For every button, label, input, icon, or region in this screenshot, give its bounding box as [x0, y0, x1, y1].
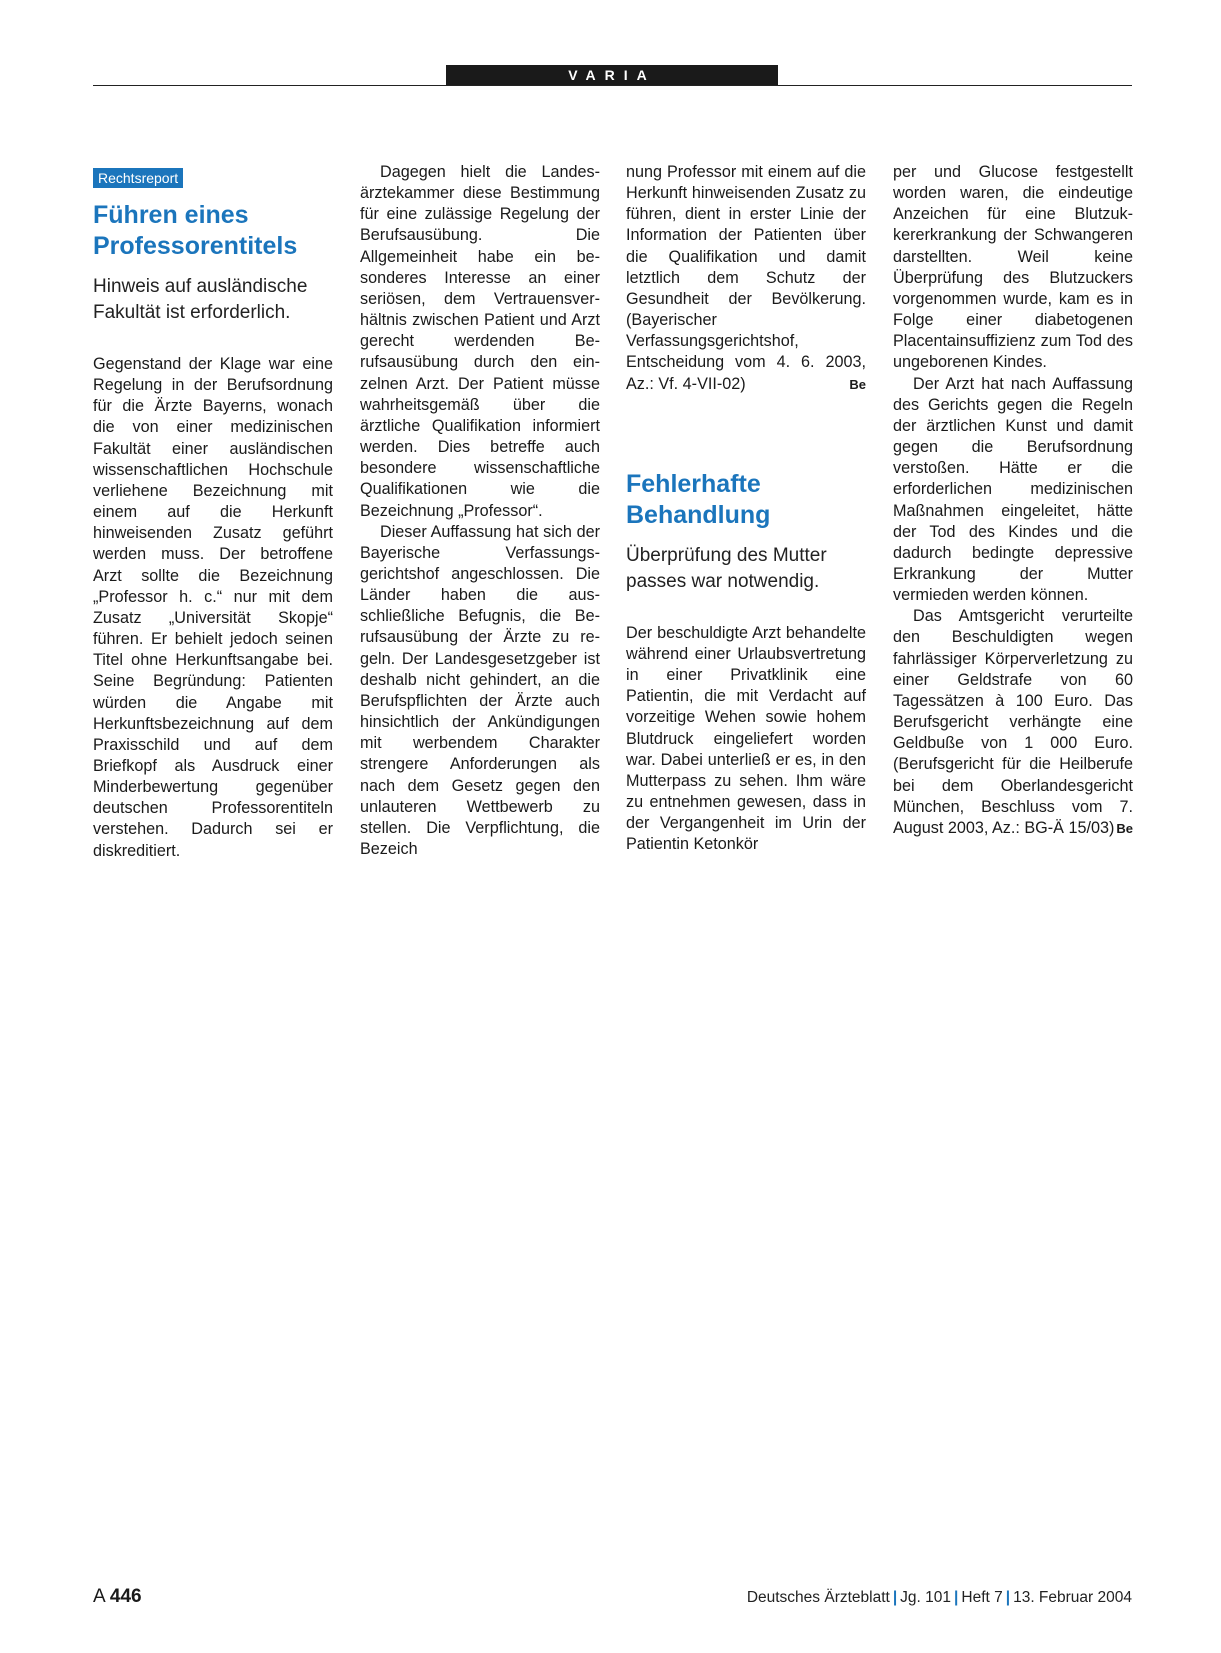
article1-author: Be	[849, 376, 866, 392]
column-2	[360, 162, 600, 860]
article2-paragraph-3: Das Amtsgericht verurteilte den Beschuldigten wegen fahrlässiger Körperverletzung zu einer Geldstrafe von 60 Tagessätzen à 100 Euro. Das Berufsgericht verhängte eine Geldbuße von 1 000 Euro. (Berufsgericht für die Heilberufe bei dem Oberlandesgericht München, Beschluss vom 7. August 2003, Az.: BG-Ä 15/03)	[893, 607, 1133, 837]
rubric-tag: Rechtsreport	[93, 168, 183, 188]
column-4	[893, 162, 1133, 839]
article1-paragraph-1: Gegenstand der Klage war eine Regelung in der Berufsordnung für die Ärzte Bayerns, wonach die von einer medizinischen Fakultät einer ausländischen wissenschaftlichen Hochschule verliehene Bezeichnung mit einem auf die Herkunft hinweisenden Zusatz geführt werden muss. Der betroffene Arzt sollte die Bezeichnung „Professor h. c.“ nur mit dem Zusatz „Universität Skopje“ führen. Er behielt jedoch seinen Titel ohne Herkunftsangabe bei. Seine Begründung: Patienten würden die Angabe mit Herkunftsbezeichnung auf dem Praxisschild und auf dem Briefkopf als Ausdruck einer Minderbewertung gegenüber deutschen Professorentiteln verstehen. Dadurch sei er diskreditiert.	[93, 355, 333, 860]
article1-paragraph-3: Dieser Auffassung hat sich der Bayerische Verfassungsgerichtshof angeschlossen. Die Länder haben die ausschließliche Befugnis, die Berufsausübung der Ärzte zu regeln. Der Landesgesetzgeber ist deshalb nicht gehindert, an die Berufspflichten der Ärzte auch hinsichtlich der Ankündigungen mit werbendem Charakter strengere Anforderungen als nach dem Gesetz gegen den unlauteren Wettbewerb zu stellen. Die Verpflichtung, die Bezeich	[360, 522, 600, 858]
article2-author: Be	[1116, 821, 1133, 836]
journal-date: 13. Februar 2004	[1013, 1589, 1132, 1606]
article2-paragraph-1-cont: per und Glucose festgestellt worden waren, die eindeutige Anzeichen für eine Blutzukkererkrankung der Schwangeren darstellten. Weil keine Überprüfung des Blutzuckers vorgenommen wurde, kam es in Folge einer diabetogenen Placentainsuffizienz zum Tod des ungeborenen Kindes.	[893, 163, 1133, 372]
journal-volume: Jg. 101	[900, 1589, 952, 1606]
section-label: VARIA	[446, 65, 778, 85]
article1-title: Führen eines Professorentitels	[93, 201, 298, 260]
journal-name: Deutsches Ärzteblatt	[746, 1589, 890, 1606]
page-prefix: A	[93, 1586, 105, 1607]
journal-info: Deutsches Ärzteblatt | Jg. 101 | Heft 7 | 13. Februar 2004	[746, 1589, 1132, 1606]
column-1	[93, 162, 333, 862]
header-rule	[93, 85, 1132, 86]
article2-subtitle: Überprüfung des Mutter passes war notwendig.	[626, 544, 827, 592]
article2-paragraph-1: Der beschuldigte Arzt behandelte während einer Urlaubsvertretung in einer Privatklinik eine Patientin, die mit Verdacht auf vorzeitige Wehen sowie hohem Blutdruck eingeliefert worden war. Dabei unterließ er es, in den Mutterpass zu sehen. Ihm wäre zu entnehmen gewesen, dass in der Vergangenheit im Urin der Patientin Ketonkör	[626, 623, 866, 854]
article2-title: Fehlerhafte Behandlung	[626, 469, 771, 529]
article1-subtitle: Hinweis auf ausländische Fakultät ist erforderlich.	[93, 276, 308, 323]
page-number	[93, 1586, 142, 1608]
journal-issue: Heft 7	[961, 1589, 1003, 1606]
column-3	[626, 162, 866, 855]
article2-paragraph-2: Der Arzt hat nach Auffassung des Gerichts gegen die Regeln der ärztlichen Kunst und damit gegen die Berufsordnung verstoßen. Hätte er die erforderlichen medizinischen Maßnahmen eingeleitet, hätte der Tod des Kindes und die dadurch bedingte depressive Erkrankung der Mutter vermieden werden können.	[893, 374, 1133, 605]
page-number-value: 446	[109, 1586, 142, 1607]
article1-paragraph-2: Dagegen hielt die Landesärztekammer diese Bestimmung für eine zulässige Regelung der Berufsausübung. Die Allgemeinheit habe ein besonderes Interesse an einer seriösen, dem Vertrauensverhältnis zwischen Patient und Arzt gerecht werdenden Berufsausübung durch den einzelnen Arzt. Der Patient müsse wahrheitsgemäß über die ärztliche Qualifikation informiert werden. Dies betreffe auch besondere wissenschaftliche Qualifikationen wie die Bezeichnung „Professor“.	[360, 163, 600, 520]
article1-paragraph-3-cont: nung Professor mit einem auf die Herkunft hinweisenden Zusatz zu führen, dient in erster Linie der Information der Patienten über die Qualifikation und damit letztlich dem Schutz der Gesundheit der Bevölkerung. (Bayerischer Verfassungsgerichtshof, Entscheidung vom 4. 6. 2003, Az.: Vf. 4-VII-02)	[626, 163, 866, 393]
